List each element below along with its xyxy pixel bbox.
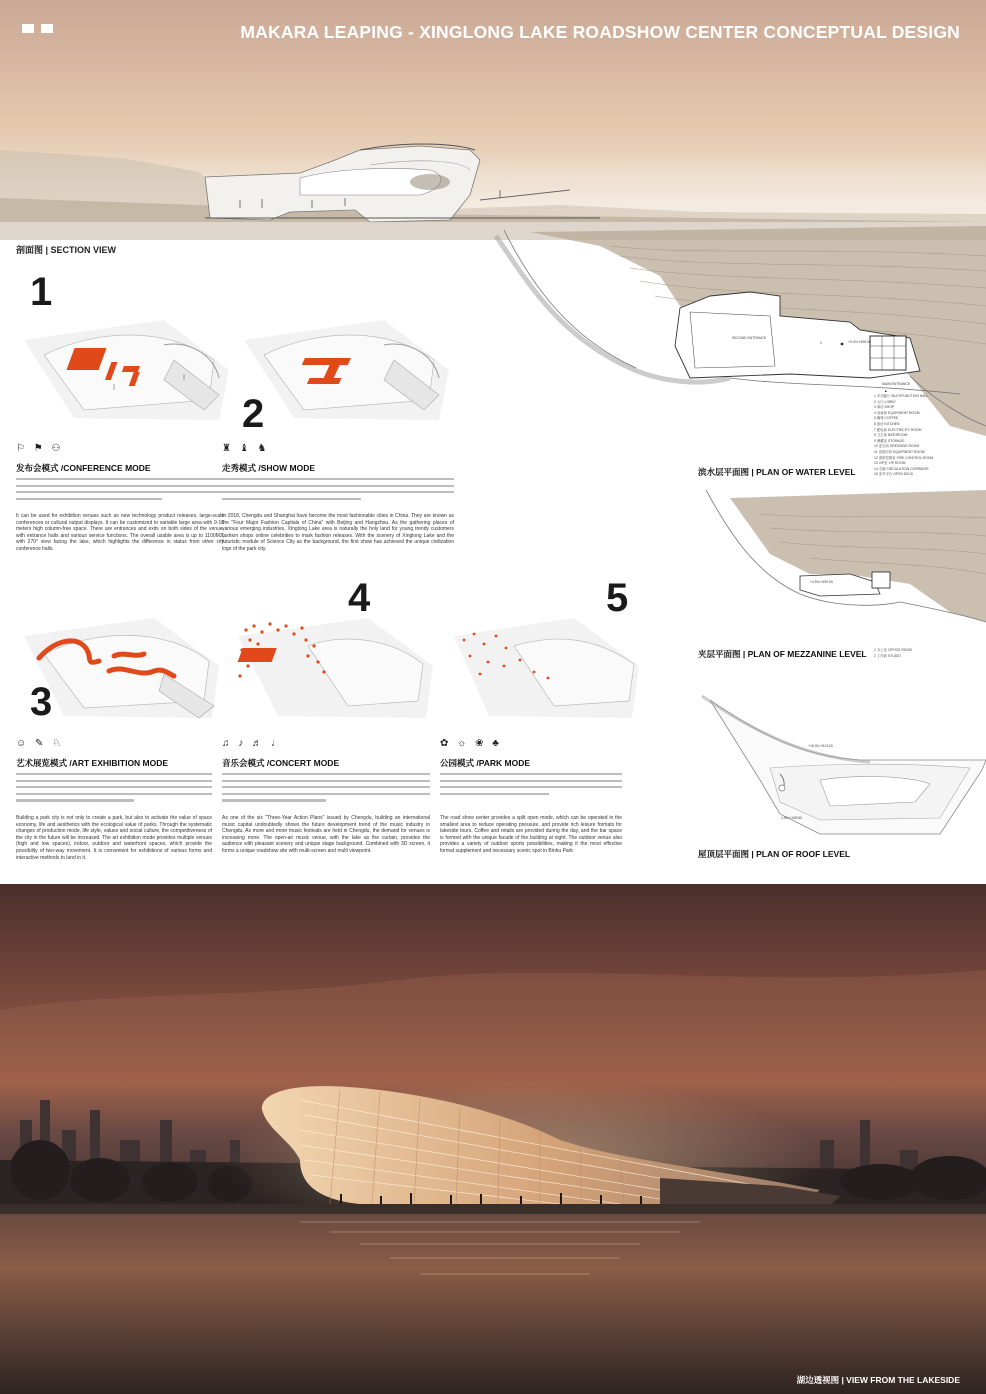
section-drawing	[0, 140, 986, 240]
logo-square-1	[22, 24, 34, 33]
plan-roof-level	[700, 694, 986, 840]
mezzanine-elevation: +4.50=+499.50	[810, 580, 833, 584]
show-mode-icons: ♜ ♝ ♞	[222, 443, 270, 454]
roof-elevation: +18.00=+513.00	[808, 744, 833, 748]
mode-diagram-4	[228, 606, 438, 724]
legend-item: 6 厨房 KITCHEN	[874, 421, 900, 426]
park-mode-zh-text	[440, 773, 622, 799]
park-mode-description: The road show center provides a split open mode, which can be operated in the smallest area to reduce operating pressure, and provide rich leisure formats for lakeside tours. Coffee and retails are provided during the day, and the bar space is formed with the unique facade of the building at night. The outdoor venue also provides a variety of outdoor sports possibilities, making it the most effective format supplement and necessary scenic spot in Binhu Park	[440, 815, 622, 854]
conference-mode-icons: ⚐ ⚑ ⚇	[16, 443, 64, 454]
roof-lake-elevation: -1.50=+493.50	[780, 816, 803, 820]
legend-item: 1 多功能厅 MULTIFUNCTION HALL	[874, 394, 929, 398]
art-mode-description: Building a park city is not only to create a park, but also to activate the value of space economy, life and aesthetics with the ecological value of parks. Through the systematic changes of production mode, life style, values and social culture, the competitiveness of the city in the future will be increased. The art exhibition mode provides multiple venues (high and low spaces), indoor, outdoor and waterfront spaces, which provide the possibility of two-way movement. It is convenient for exhibitions of various forms and interactive methods to land in it.	[16, 815, 212, 861]
legend-item: 4 设备间 EQUIPMENT ROOM	[874, 410, 920, 415]
legend-item: 9 储藏室 STORAGE	[874, 438, 905, 443]
lakeside-rendering	[0, 884, 986, 1394]
concert-mode-description: As one of the six "Three-Year Action Plans" issued by Chengdu, building an international music capital undoubtedly shows the future development trend of the music industry in Chengdu. As more and more music festivals are held in Chengdu, the demand for venues is increasing more. The open-air music venue, with the lake as the curtain, provides the audience with pleasant scenery and unique stage background. Combined with 3D screen, it forms a unique roadshow site with multi-screen and multi viewpoint.	[222, 815, 430, 854]
conference-mode-zh-text	[16, 478, 224, 504]
concert-mode-title: 音乐会模式 /CONCERT MODE	[222, 758, 340, 768]
legend-item: 13 VIP室 VIP ROOM	[874, 461, 906, 466]
legend-item: 5 咖啡 COFFEE	[874, 416, 899, 421]
legend-item: 11 设备用房 EQUIPMENT ROOM	[874, 449, 925, 454]
show-mode-description: In 2018, Chengdu and Shanghai have become the most fashionable cities in China. They are known as the "Four Major Fashion Capitals of China" with Beijing and Hangzhou. As the gathering places of various emerging industries, Xinglong Lake area is naturally the holy land for young trendy customers fashion shops online celebrities to mark fashion releases. With the scenery of Xinglong Lake and the futuristic module of Science City as the background, the first show has achieved the unique civilization logo of the park city.	[222, 513, 454, 552]
park-mode-title: 公园模式 /PARK MODE	[440, 758, 531, 768]
park-mode-icons: ✿ ☼ ❀ ♣	[440, 738, 502, 749]
conference-mode-title: 发布会模式 /CONFERENCE MODE	[16, 463, 151, 473]
show-mode-title: 走秀模式 /SHOW MODE	[222, 463, 316, 473]
water-level-legend	[874, 394, 933, 478]
mode-diagram-5	[444, 606, 644, 724]
legend-item: 14 走廊 CIRCULATION CORRIDOR	[874, 466, 929, 471]
plan-mezzanine-level	[700, 484, 986, 644]
art-mode-icons: ☺ ✎ ♘	[16, 738, 65, 749]
legend-item: 2 大厅 LOBBY	[874, 399, 896, 404]
legend-item: 3 商店 SHOP	[874, 405, 895, 410]
water-level-main-entrance: MAIN ENTRANCE	[882, 382, 911, 386]
concert-mode-icons: ♫ ♪ ♬ ♩	[222, 738, 284, 749]
svg-text:▲: ▲	[884, 389, 888, 393]
mode-number-2: 2	[242, 392, 265, 436]
concert-mode-zh-text	[222, 773, 430, 806]
svg-text:1: 1	[820, 341, 822, 345]
section-view-label: 剖面图 | SECTION VIEW	[16, 245, 117, 255]
mode-diagram-2	[234, 300, 454, 430]
legend-item: 10 更衣间 DRESSING ROOM	[874, 444, 920, 449]
show-mode-zh-text	[222, 478, 454, 504]
legend-item: 2 工作间 STUDIO	[874, 653, 901, 658]
mode-number-5: 5	[606, 576, 629, 620]
mezzanine-legend	[874, 648, 912, 659]
mode-diagram-1	[14, 300, 234, 430]
logo-square-2	[41, 24, 53, 33]
water-level-second-entrance: SECOND ENTRANCE	[732, 336, 767, 340]
board-title: MAKARA LEAPING - XINGLONG LAKE ROADSHOW CENTER CONCEPTUAL DESIGN	[240, 22, 960, 42]
legend-item: 1 办公室 OFFICE ROOM	[874, 648, 912, 652]
water-level-elevation: +0.00=+495.00	[848, 340, 871, 344]
legend-item: 7 配电间 ELECTRICITY ROOM	[874, 427, 922, 432]
mode-number-1: 1	[30, 270, 53, 314]
render-caption: 湖边透视图 | VIEW FROM THE LAKESIDE	[796, 1375, 960, 1385]
conference-mode-description: It can be used for exhibition venues such as new technology product releases, large-scale conferences or cultural output displays. It can be customized to variable large area with 9-10 meters high column-free space. There are entrances and exits on both sides of the venue, with entrance halls and various service functions. The overall usable area is up to 1100M2, with 270° view facing the lake, which highlights the difference in status from other city conference halls.	[16, 513, 224, 552]
art-mode-zh-text	[16, 773, 212, 806]
legend-item: 15 室外平台 OPEN DECK	[874, 472, 914, 477]
water-level-title: 滨水层平面图 | PLAN OF WATER LEVEL	[698, 467, 856, 477]
legend-item: 12 消防控制室 FIRE CONTROL ROOM	[874, 455, 934, 460]
mode-number-4: 4	[348, 576, 371, 620]
legend-item: 8 卫生间 BATHROOM	[874, 433, 908, 438]
mezzanine-level-title: 夹层平面图 | PLAN OF MEZZANINE LEVEL	[698, 649, 867, 659]
mode-number-3: 3	[30, 680, 53, 724]
roof-level-title: 屋顶层平面图 | PLAN OF ROOF LEVEL	[698, 849, 851, 859]
art-mode-title: 艺术展览模式 /ART EXHIBITION MODE	[16, 758, 169, 768]
